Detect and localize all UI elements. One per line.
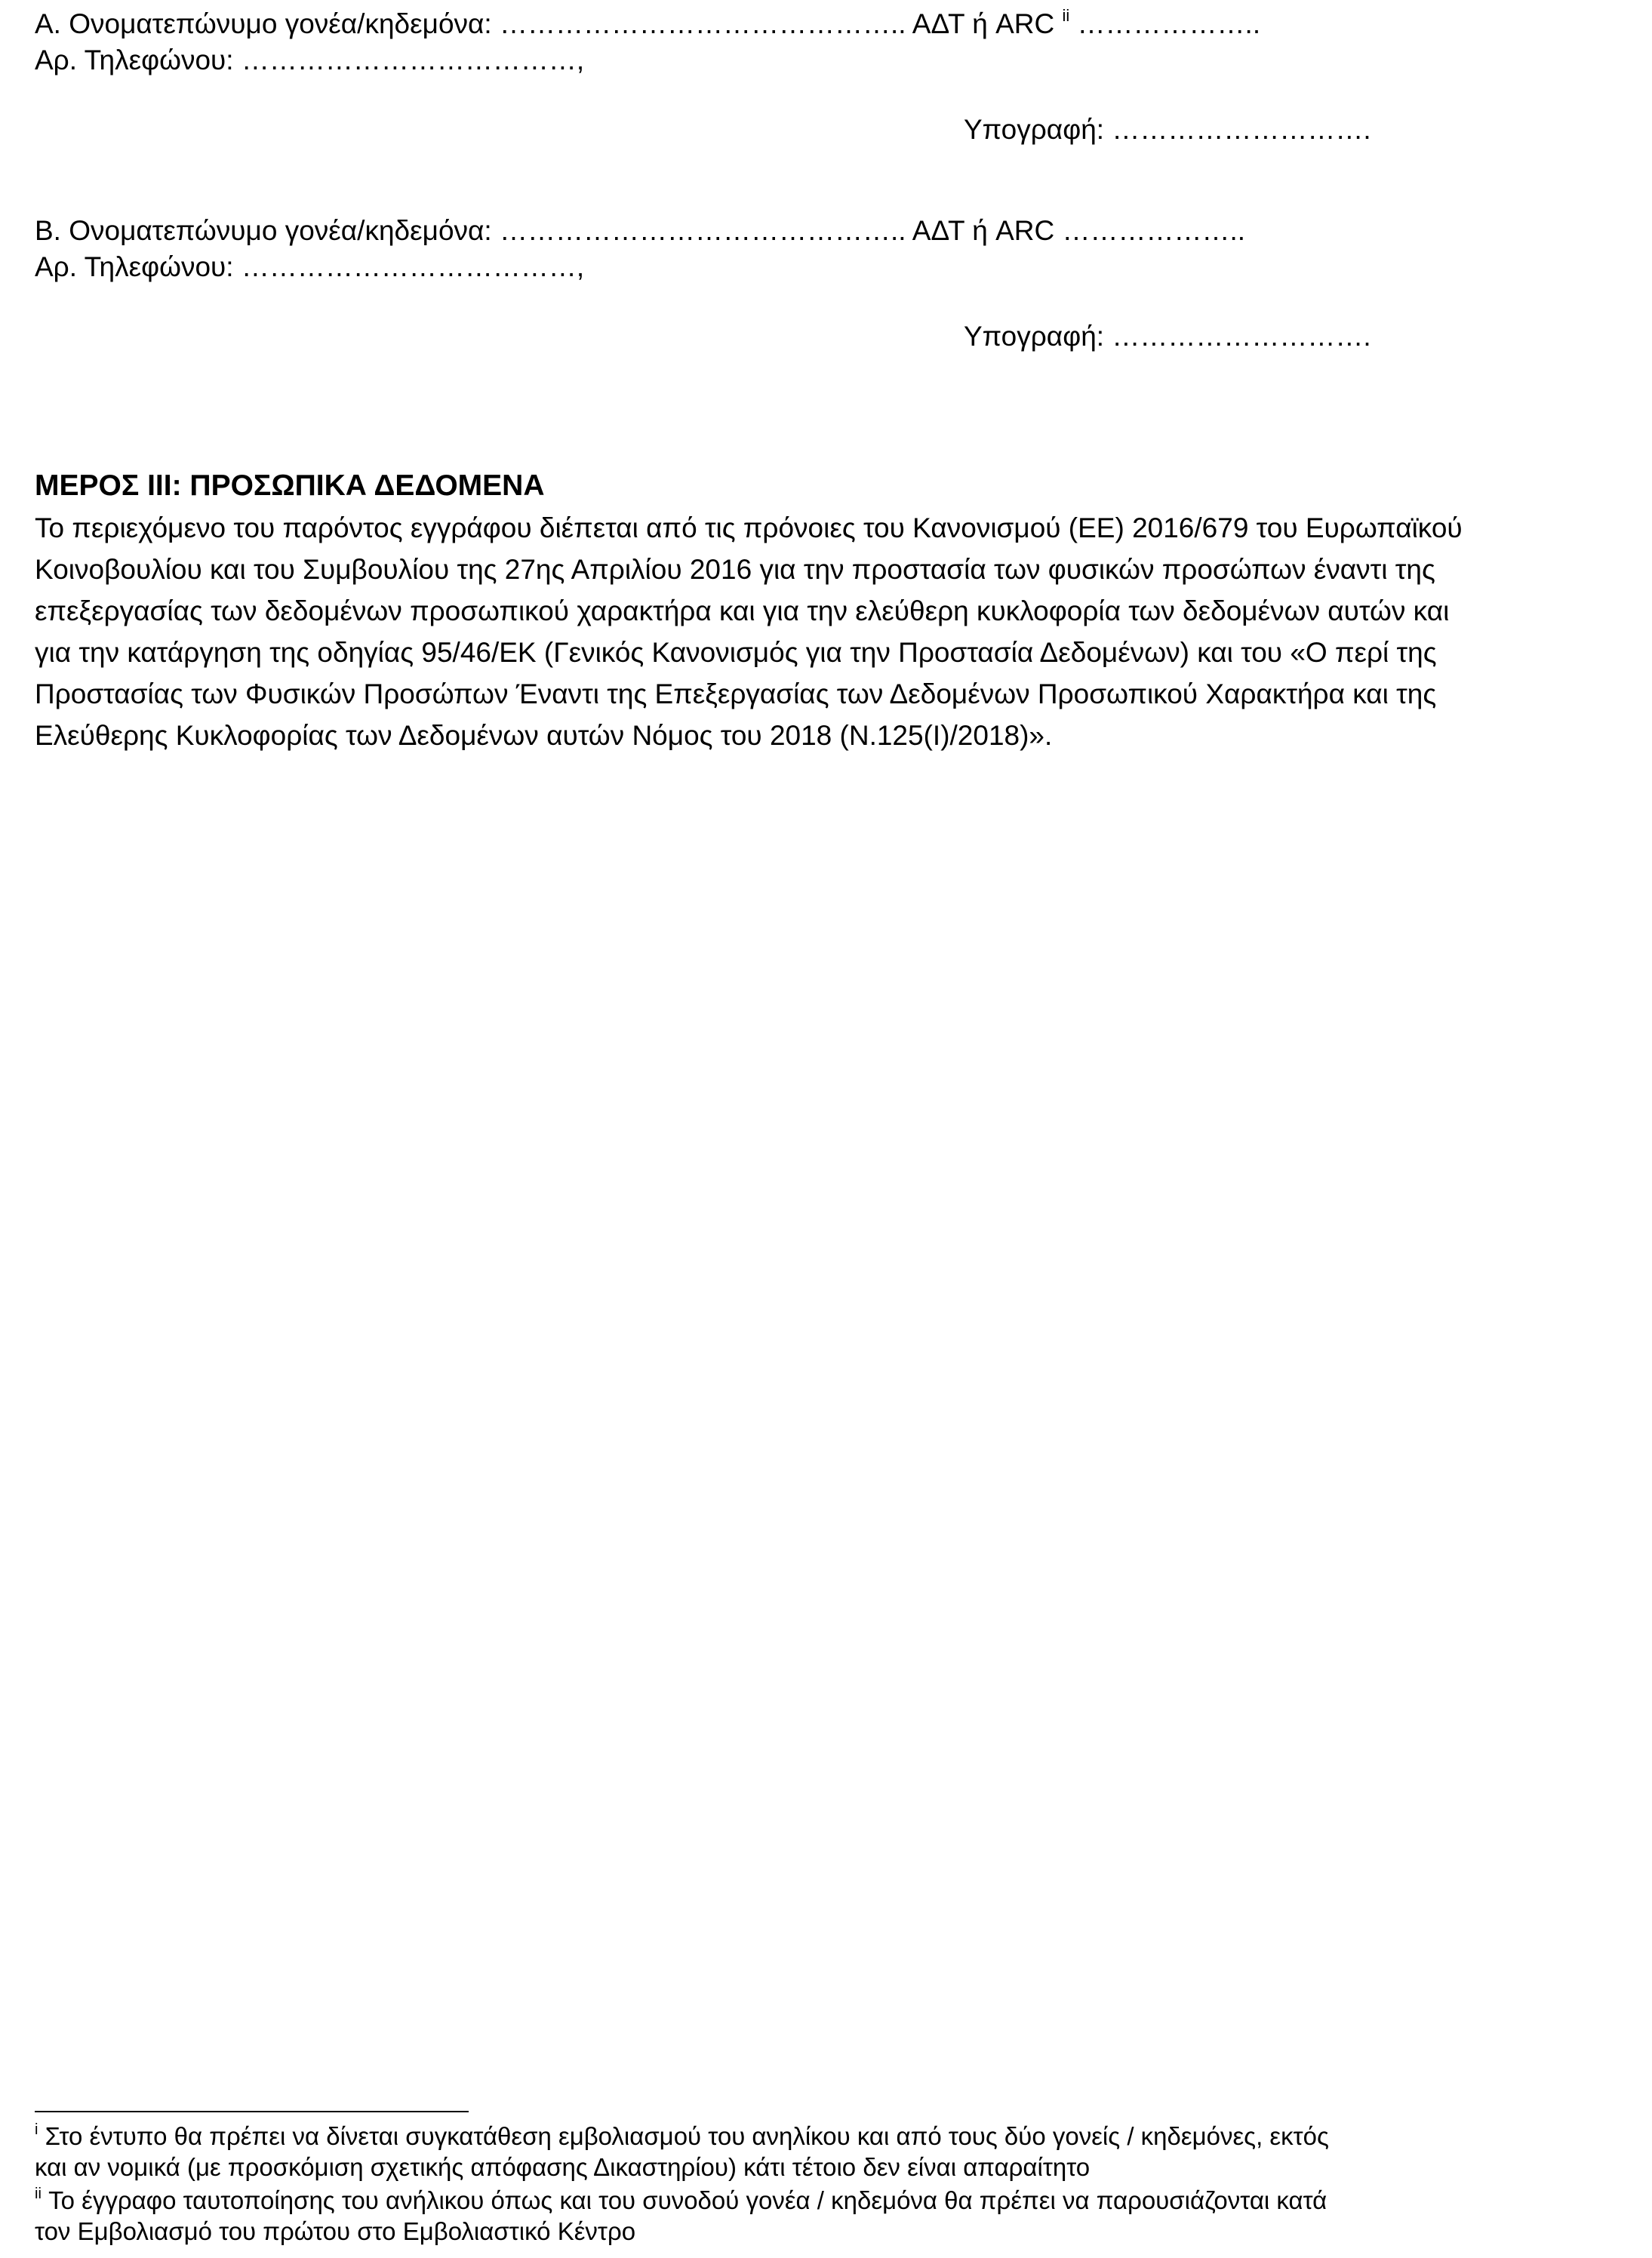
parent-a-phone-line: Αρ. Τηλεφώνου: ………………………………, <box>35 45 585 75</box>
parent-a-signature-line: Υπογραφή: ………………………. <box>964 114 1371 145</box>
footnote-line: τον Εμβολιασμό του πρώτου στο Εμβολιαστικό Κέντρο <box>35 2217 636 2245</box>
section-iii-paragraph <box>35 507 1620 756</box>
parent-b-name-line: Β. Ονοματεπώνυμο γονέα/κηδεμόνα: …………………………………….. ΑΔΤ ή ARC ……………….. <box>35 215 1246 246</box>
footnote-line <box>35 2185 1627 2216</box>
paragraph-line: Προστασίας των Φυσικών Προσώπων Έναντι της Επεξεργασίας των Δεδομένων Προσωπικού Χαρακτήρα και της <box>35 678 1437 709</box>
footnote-ref-ii[interactable]: ii <box>1062 6 1070 25</box>
parent-b-phone-line: Αρ. Τηλεφώνου: ………………………………, <box>35 251 585 282</box>
parent-a-name-line <box>35 8 1260 41</box>
paragraph-line: Ελεύθερης Κυκλοφορίας των Δεδομένων αυτών Νόμος του 2018 (Ν.125(Ι)/2018)». <box>35 720 1053 751</box>
parent-a-id-dots: ……………….. <box>1069 8 1261 39</box>
footnote-marker: ii <box>35 2186 42 2202</box>
footnote-line <box>35 2121 1627 2152</box>
parent-a-name-text: Α. Ονοματεπώνυμο γονέα/κηδεμόνα: …………………………………….. ΑΔΤ ή ARC <box>35 8 1055 39</box>
paragraph-line: επεξεργασίας των δεδομένων προσωπικού χαρακτήρα και για την ελεύθερη κυκλοφορία των δεδομένων αυτών και <box>35 595 1450 626</box>
paragraph-line: Το περιεχόμενο του παρόντος εγγράφου διέπεται από τις πρόνοιες του Κανονισμού (ΕΕ) 2016/679 του Ευρωπαϊκού <box>35 512 1463 543</box>
paragraph-line: για την κατάργηση της οδηγίας 95/46/ΕΚ (Γενικός Κανονισμός για την Προστασία Δεδομένων) και του «Ο περί της <box>35 637 1437 668</box>
parent-b-signature-line: Υπογραφή: ………………………. <box>964 321 1371 352</box>
footnote-marker: i <box>35 2121 38 2138</box>
footnote-text: Στο έντυπο θα πρέπει να δίνεται συγκατάθεση εμβολιασμού του ανηλίκου και από τους δύο γονείς / κηδεμόνες, εκτός <box>45 2122 1329 2150</box>
footnote-text: Το έγγραφο ταυτοποίησης του ανήλικου όπως και του συνοδού γονέα / κηδεμόνα θα πρέπει να παρουσιάζονται κατά <box>48 2186 1327 2214</box>
footnote-separator <box>35 2111 469 2112</box>
footnote-line: και αν νομικά (με προσκόμιση σχετικής απόφασης Δικαστηρίου) κάτι τέτοιο δεν είναι απαραίτητο <box>35 2153 1091 2181</box>
footnote-i <box>35 2121 1627 2183</box>
section-iii-heading: ΜΕΡΟΣ ΙΙΙ: ΠΡΟΣΩΠΙΚΑ ΔΕΔΟΜΕΝΑ <box>35 469 545 502</box>
paragraph-line: Κοινοβουλίου και του Συμβουλίου της 27ης Απριλίου 2016 για την προστασία των φυσικών προσώπων έναντι της <box>35 554 1435 585</box>
footnote-ii <box>35 2185 1627 2247</box>
